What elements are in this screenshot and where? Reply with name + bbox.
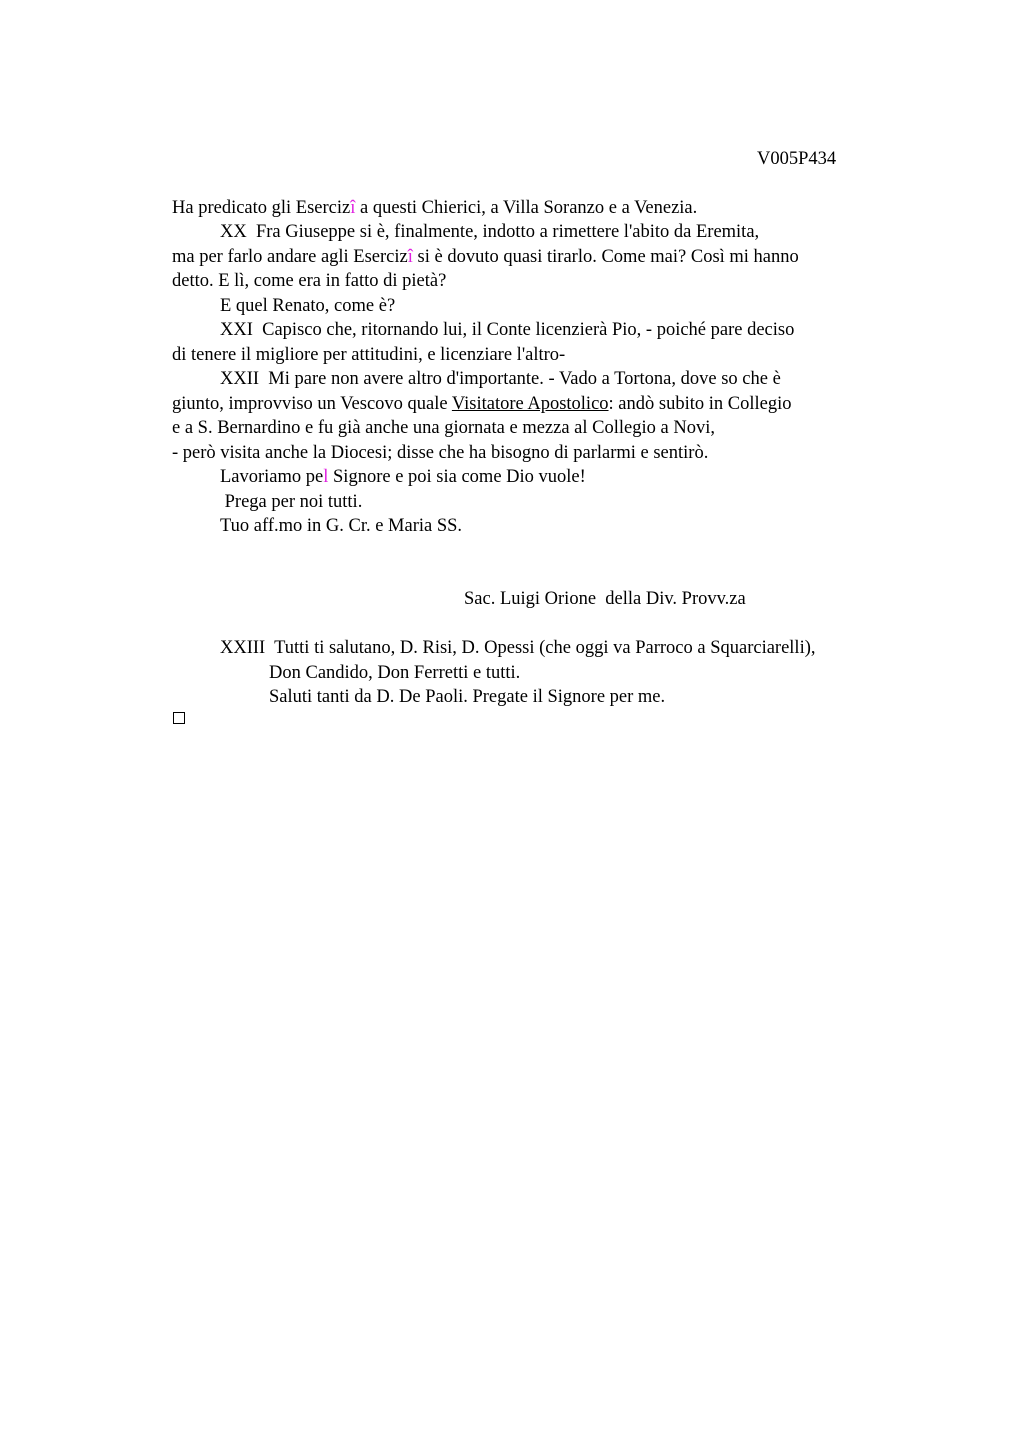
text-segment: XX Fra Giuseppe si è, finalmente, indotto a rimettere l'abito da Eremita, (220, 222, 760, 242)
text-segment: giunto, improvviso un Vescovo quale (172, 394, 452, 414)
checkbox-square-icon (173, 712, 185, 724)
text-line-16 (269, 661, 520, 685)
text-segment: XXIII Tutti ti salutano, D. Risi, D. Opessi (che oggi va Parroco a Squarciarelli), (220, 638, 816, 658)
text-segment: Lavoriamo pel Signore e poi sia come Dio vuole! (220, 467, 586, 487)
text-segment: e a S. Bernardino e fu già anche una giornata e mezza al Collegio a Novi, (172, 418, 715, 438)
text-line-11 (172, 441, 708, 465)
text-line-12 (220, 465, 586, 489)
text-line-17 (269, 685, 665, 709)
text-line-3 (172, 245, 799, 269)
highlighted-char: l (323, 467, 329, 487)
text-segment: Prega per noi tutti. (220, 492, 363, 512)
underlined-text: Visitatore Apostolico (451, 394, 609, 414)
highlighted-char: î (350, 198, 356, 218)
text-line-7 (172, 343, 565, 367)
page-code: V005P434 (757, 149, 837, 169)
highlighted-char: î (407, 247, 413, 267)
text-line-15 (220, 636, 816, 660)
text-line-4 (172, 269, 446, 293)
text-line-2 (220, 220, 759, 244)
text-segment: Sac. Luigi Orione della Div. Provv.za (464, 589, 746, 609)
text-segment: XXII Mi pare non avere altro d'importante. - Vado a Tortona, dove so che è (220, 369, 781, 389)
text-segment: Saluti tanti da D. De Paoli. Pregate il Signore per me. (269, 687, 666, 707)
text-line-6 (220, 318, 794, 342)
text-segment: : andò subito in Collegio (608, 394, 792, 414)
signature-line (464, 587, 746, 611)
text-line-13 (220, 490, 362, 514)
text-line-14 (220, 514, 462, 538)
text-segment: - però visita anche la Diocesi; disse che ha bisogno di parlarmi e sentirò. (172, 443, 709, 463)
text-segment: di tenere il migliore per attitudini, e licenziare l'altro- (172, 345, 566, 365)
text-segment: Tuo aff.mo in G. Cr. e Maria SS. (220, 516, 463, 536)
text-segment: ma per farlo andare agli Esercizî si è dovuto quasi tirarlo. Come mai? Così mi hanno (172, 247, 799, 267)
text-line-9 (172, 392, 791, 416)
text-segment: detto. E lì, come era in fatto di pietà? (172, 271, 447, 291)
text-segment: Don Candido, Don Ferretti e tutti. (269, 663, 521, 683)
text-segment: XXI Capisco che, ritornando lui, il Conte licenzierà Pio, - poiché pare deciso (220, 320, 795, 340)
text-line-8 (220, 367, 781, 391)
text-line-10 (172, 416, 715, 440)
text-line-1 (172, 196, 697, 220)
text-segment: Ha predicato gli Esercizî a questi Chierici, a Villa Soranzo e a Venezia. (172, 198, 698, 218)
text-line-5 (220, 294, 395, 318)
text-segment: E quel Renato, come è? (220, 296, 396, 316)
